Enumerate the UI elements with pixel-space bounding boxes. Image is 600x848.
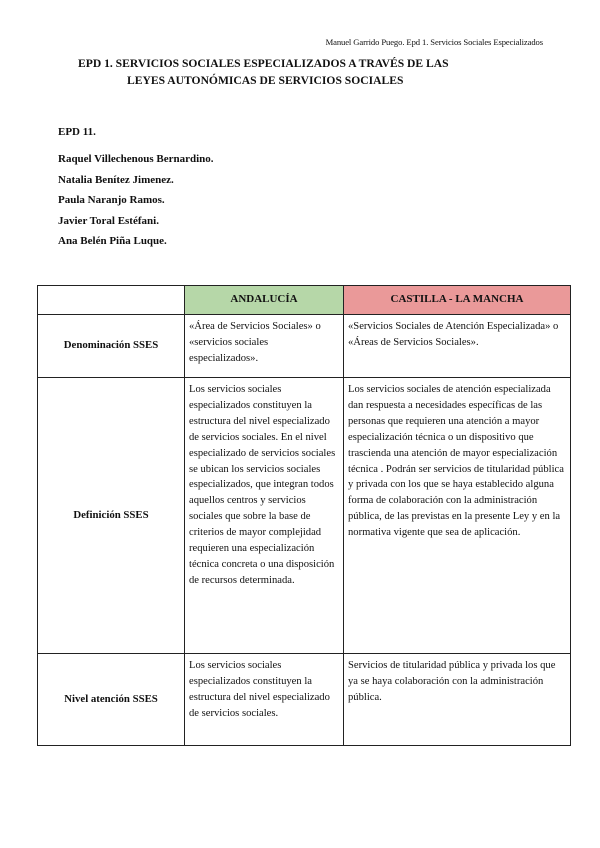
comparison-table [37,285,571,746]
author-name: Javier Toral Estéfani. [58,214,159,227]
table-row [38,378,571,654]
cell-text: «Servicios Sociales de Atención Especializada» o «Áreas de Servicios Sociales». [348,321,559,348]
row-label-denominacion: Denominación SSES [38,315,185,378]
cell-text: «Área de Servicios Sociales» o «servicios sociales especializados». [189,321,321,364]
document-title [78,55,508,89]
cell-andalucia [185,654,344,746]
cell-text: Los servicios sociales de atención especializada dan respuesta a necesidades específicas de las personas que requieren una atención a mayor especialización técnica o un dispositivo que trascienda una atención de mayor especialización técnica . Podrán ser servicios de titularidad pública y privada con los que se haya establecido alguna forma de colaboración con la administración pública, de las previstas en la presente Ley y en la normativa vigente que sea de aplicación. [348,384,564,539]
table-header-row [38,286,571,315]
group-label: EPD 11. [58,126,96,138]
table-row [38,315,571,378]
cell-andalucia [185,378,344,654]
cell-castilla [344,315,571,378]
cell-text: Los servicios sociales especializados constituyen la estructura del nivel especializado de servicios sociales. [189,660,330,719]
title-line-1: EPD 1. SERVICIOS SOCIALES ESPECIALIZADOS A TRAVÉS DE LAS [78,57,449,70]
header-andalucia: ANDALUCÍA [185,286,344,315]
cell-castilla [344,654,571,746]
cell-text: Los servicios sociales especializados constituyen la estructura del nivel especializado de servicios sociales. En el nivel especializado de servicios sociales se ubican los servicios sociales especializados, que integran todos aquellos centros y servicios sociales que sobre la base de criterios de mayor complejidad requieren una especialización técnica concreta o una disposición de recursos determinada. [189,384,336,586]
header-castilla-la-mancha: CASTILLA - LA MANCHA [344,286,571,315]
author-name: Ana Belén Piña Luque. [58,235,167,247]
row-label-nivel-atencion: Nivel atención SSES [38,654,185,746]
author-name: Natalia Benítez Jimenez. [58,173,174,186]
cell-andalucia [185,315,344,378]
author-name: Raquel Villechenous Bernardino. [58,153,214,165]
running-header: Manuel Garrido Puego. Epd 1. Servicios Sociales Especializados [325,37,543,47]
author-name: Paula Naranjo Ramos. [58,194,165,206]
title-line-2: LEYES AUTONÓMICAS DE SERVICIOS SOCIALES [127,74,404,87]
header-corner-cell [38,286,185,315]
cell-castilla [344,378,571,654]
table-row [38,654,571,746]
row-label-definicion: Definición SSES [38,378,185,654]
cell-text: Servicios de titularidad pública y privada los que ya se haya colaboración con la administración pública. [348,660,556,703]
author-block [58,126,214,252]
